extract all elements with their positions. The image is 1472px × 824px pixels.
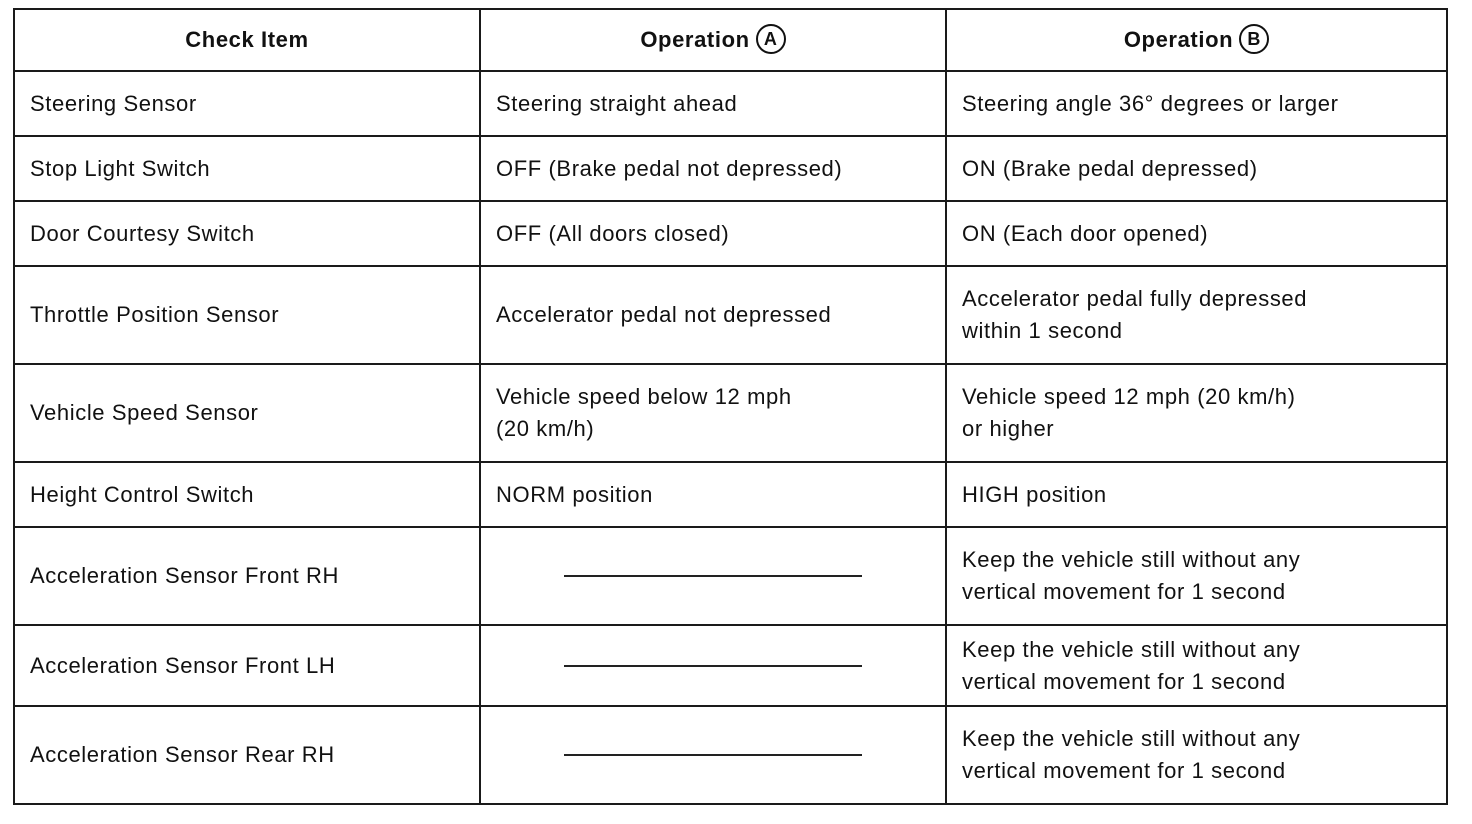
operation-a-cell: OFF (All doors closed) xyxy=(480,201,946,266)
operation-b-line: Keep the vehicle still without any xyxy=(962,636,1301,662)
blank-dash-line xyxy=(564,754,862,756)
table-row xyxy=(14,266,1447,364)
operation-b-line: vertical movement for 1 second xyxy=(962,668,1286,694)
operation-b-cell: ON (Each door opened) xyxy=(946,201,1447,266)
check-item-cell: Height Control Switch xyxy=(14,462,480,527)
operation-b-line: within 1 second xyxy=(962,318,1123,343)
check-table-container xyxy=(13,8,1446,805)
operation-b-line: or higher xyxy=(962,416,1055,441)
operation-b-cell: Steering angle 36° degrees or larger xyxy=(946,71,1447,136)
table-row xyxy=(14,706,1447,804)
operation-a-cell: Steering straight ahead xyxy=(480,71,946,136)
operation-b-cell xyxy=(946,706,1447,804)
blank-dash-line xyxy=(564,575,862,577)
operation-b-line: Keep the vehicle still without any xyxy=(962,547,1301,572)
header-operation-a xyxy=(480,9,946,71)
operation-a-cell xyxy=(480,364,946,462)
header-operation-a-label: Operation xyxy=(640,26,750,52)
table-row xyxy=(14,71,1447,136)
operation-a-line: (20 km/h) xyxy=(496,416,595,441)
operation-b-line: Vehicle speed 12 mph (20 km/h) xyxy=(962,384,1296,409)
blank-dash-line xyxy=(564,665,862,667)
table-row xyxy=(14,136,1447,201)
table-row xyxy=(14,462,1447,527)
header-check-item: Check Item xyxy=(14,9,480,71)
operation-a-cell: Accelerator pedal not depressed xyxy=(480,266,946,364)
check-table xyxy=(13,8,1448,805)
circled-a-mark: A xyxy=(756,24,786,54)
circled-b-mark: B xyxy=(1239,24,1269,54)
check-item-cell: Throttle Position Sensor xyxy=(14,266,480,364)
table-row xyxy=(14,364,1447,462)
operation-b-line: Accelerator pedal fully depressed xyxy=(962,286,1308,311)
operation-b-line: Keep the vehicle still without any xyxy=(962,726,1301,751)
header-operation-b xyxy=(946,9,1447,71)
operation-b-line: vertical movement for 1 second xyxy=(962,579,1286,604)
operation-b-cell: HIGH position xyxy=(946,462,1447,527)
operation-b-cell: ON (Brake pedal depressed) xyxy=(946,136,1447,201)
check-item-cell: Door Courtesy Switch xyxy=(14,201,480,266)
operation-a-cell: OFF (Brake pedal not depressed) xyxy=(480,136,946,201)
header-operation-b-label: Operation xyxy=(1123,26,1234,52)
operation-b-cell xyxy=(946,625,1447,706)
operation-a-cell xyxy=(480,527,946,625)
check-item-cell: Acceleration Sensor Front RH xyxy=(14,527,480,625)
operation-a-cell xyxy=(480,625,946,706)
operation-a-cell xyxy=(480,706,946,804)
table-row xyxy=(14,527,1447,625)
operation-a-cell: NORM position xyxy=(480,462,946,527)
operation-b-cell xyxy=(946,364,1447,462)
table-row xyxy=(14,201,1447,266)
check-item-cell: Steering Sensor xyxy=(14,71,480,136)
check-item-cell: Acceleration Sensor Front LH xyxy=(14,625,480,706)
operation-b-cell xyxy=(946,527,1447,625)
operation-b-cell xyxy=(946,266,1447,364)
operation-b-line: vertical movement for 1 second xyxy=(962,758,1286,783)
check-item-cell: Acceleration Sensor Rear RH xyxy=(14,706,480,804)
table-header-row xyxy=(14,9,1447,71)
check-item-cell: Stop Light Switch xyxy=(14,136,480,201)
operation-a-line: Vehicle speed below 12 mph xyxy=(496,384,792,409)
check-item-cell: Vehicle Speed Sensor xyxy=(14,364,480,462)
table-row xyxy=(14,625,1447,706)
